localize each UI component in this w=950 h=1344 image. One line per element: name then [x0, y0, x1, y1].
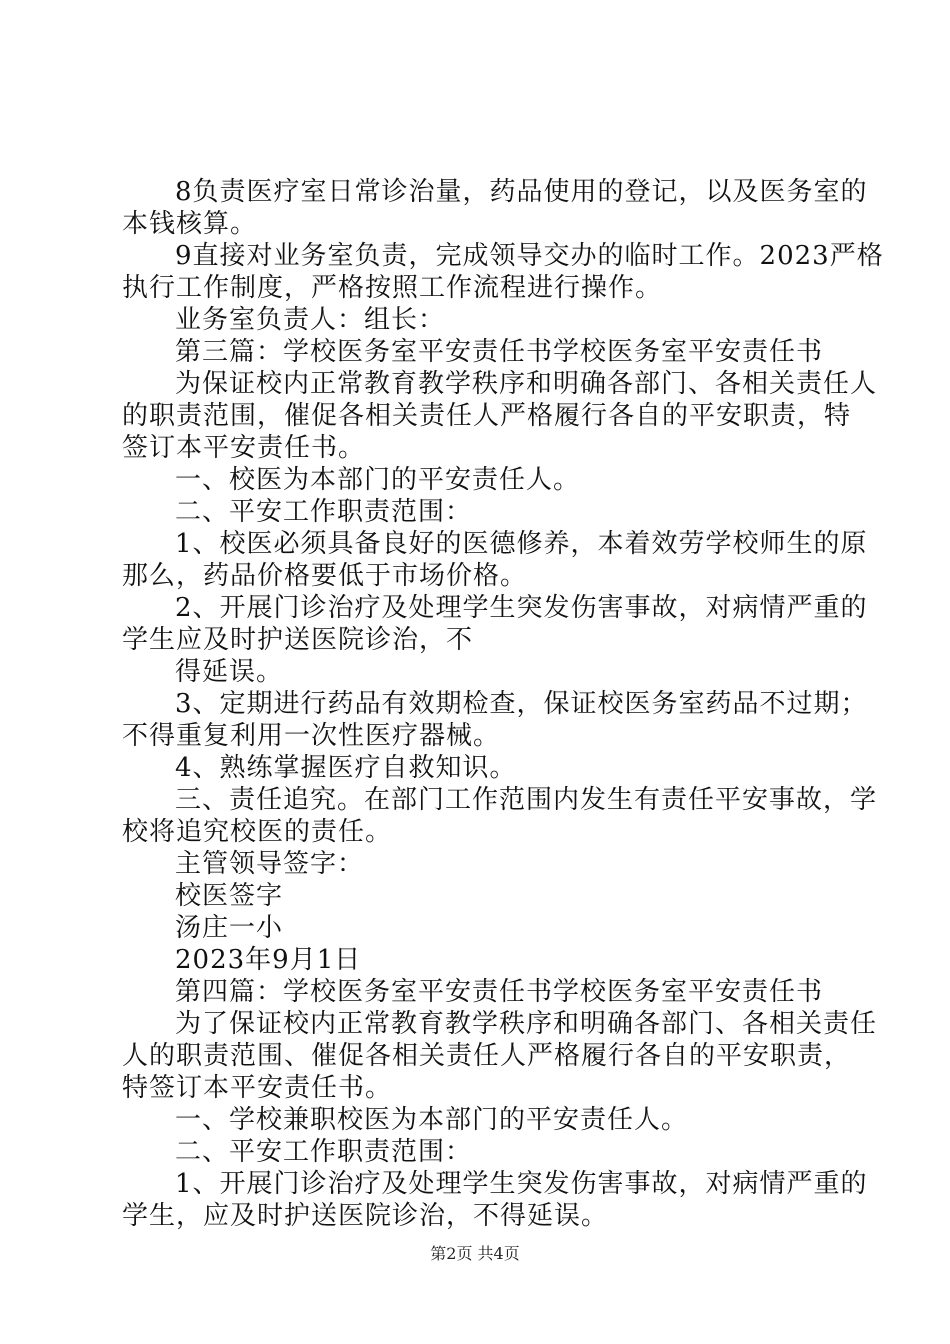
text-line: 学生应及时护送医院诊治，不	[122, 625, 474, 655]
date-line: 2023年9月1日	[175, 945, 362, 975]
text-line: 为保证校内正常教育教学秩序和明确各部门、各相关责任人	[175, 369, 878, 399]
text-line: 三、责任追究。在部门工作范围内发生有责任平安事故，学	[175, 785, 878, 815]
text-line: 得延误。	[175, 657, 284, 687]
text-line: 一、学校兼职校医为本部门的平安责任人。	[175, 1105, 689, 1135]
text-line: 的职责范围，催促各相关责任人严格履行各自的平安职责，特	[122, 401, 852, 431]
text-line: 3、定期进行药品有效期检查，保证校医务室药品不过期；	[175, 689, 868, 719]
section-heading: 第四篇：学校医务室平安责任书学校医务室平安责任书	[175, 977, 824, 1007]
text-line: 学生，应及时护送医院诊治，不得延误。	[122, 1201, 609, 1231]
text-line: 1、校医必须具备良好的医德修养，本着效劳学校师生的原	[175, 529, 868, 559]
text-line: 校将追究校医的责任。	[122, 817, 393, 847]
text-line: 本钱核算。	[122, 209, 258, 239]
text-line: 二、平安工作职责范围：	[175, 497, 473, 527]
text-line: 4、熟练掌握医疗自救知识。	[175, 753, 517, 783]
text-line: 签订本平安责任书。	[122, 433, 366, 463]
text-line: 为了保证校内正常教育教学秩序和明确各部门、各相关责任	[175, 1009, 878, 1039]
text-line: 执行工作制度，严格按照工作流程进行操作。	[122, 273, 663, 303]
text-line: 业务室负责人：组长：	[175, 305, 446, 335]
page-number: 第2页 共4页	[430, 1244, 520, 1263]
text-line: 二、平安工作职责范围：	[175, 1137, 473, 1167]
signature-label: 主管领导签字：	[175, 849, 365, 879]
text-line: 2、开展门诊治疗及处理学生突发伤害事故，对病情严重的	[175, 593, 868, 623]
school-name: 汤庄一小	[175, 913, 284, 943]
text-line: 一、校医为本部门的平安责任人。	[175, 465, 581, 495]
text-line: 人的职责范围、催促各相关责任人严格履行各自的平安职责，	[122, 1041, 852, 1071]
text-line: 1、开展门诊治疗及处理学生突发伤害事故，对病情严重的	[175, 1169, 868, 1199]
section-heading: 第三篇：学校医务室平安责任书学校医务室平安责任书	[175, 337, 824, 367]
text-line: 特签订本平安责任书。	[122, 1073, 393, 1103]
text-line: 8负责医疗室日常诊治量，药品使用的登记，以及医务室的	[175, 177, 868, 207]
text-line: 9直接对业务室负责，完成领导交办的临时工作。2023严格	[175, 241, 884, 271]
signature-label: 校医签字	[175, 881, 284, 911]
text-line: 不得重复利用一次性医疗器械。	[122, 721, 501, 751]
text-line: 那么，药品价格要低于市场价格。	[122, 561, 528, 591]
